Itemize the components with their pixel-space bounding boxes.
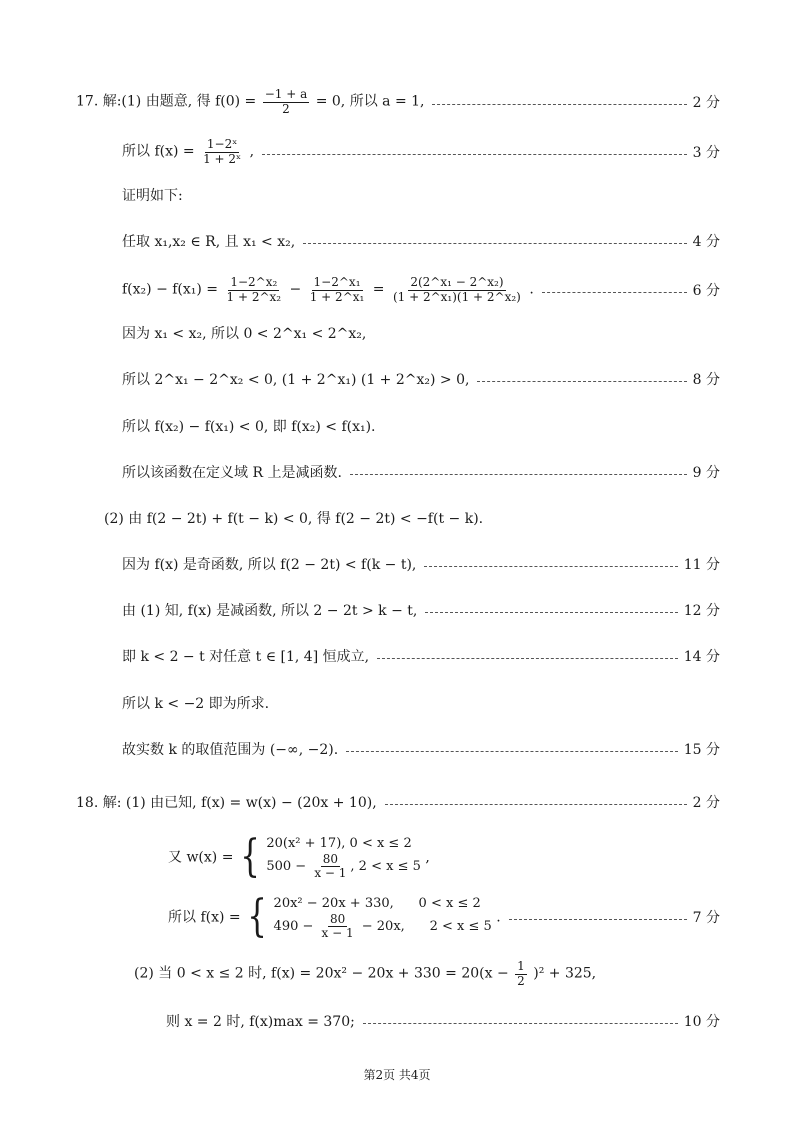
case-2-a: 490 − [273, 919, 318, 935]
p18-f-definition [0, 886, 794, 948]
p17-l10-text: (2) 由 f(2 − 2t) + f(t − k) < 0, 得 f(2 − 2t) < −f(t − k). [104, 511, 484, 527]
case-2-b: , 2 < x ≤ 5 [350, 859, 421, 875]
dash-leader [303, 243, 686, 244]
f-lead: 所以 f(x) = [168, 909, 246, 925]
p18-w-definition [0, 826, 794, 888]
p17-line-10 [0, 503, 794, 533]
page-footer: 第2页 共4页 [363, 1068, 431, 1082]
p17-line-6 [0, 318, 794, 348]
dash-leader [509, 919, 687, 920]
numerator: 80 [329, 912, 346, 927]
denominator: 1 + 2ˣ [203, 151, 242, 166]
p17-l13-text: 即 k < 2 − t 对任意 t ∈ [1, 4] 恒成立, [122, 649, 370, 665]
denominator: (1 + 2^x₁)(1 + 2^x₂) [392, 289, 521, 304]
numerator: 1−2ˣ [206, 137, 238, 152]
p17-l1-text: 17. 解:(1) 由题意, 得 f(0) = [76, 94, 261, 110]
p18-line-3 [0, 1006, 794, 1036]
score: 10 分 [683, 1014, 720, 1030]
denominator: x − 1 [314, 866, 347, 881]
numerator: 80 [322, 852, 339, 867]
p17-l5-b: − [289, 282, 306, 298]
p18-l2-text: (2) 当 0 < x ≤ 2 时, f(x) = 20x² − 20x + 330 = 20(x − [134, 966, 514, 982]
fraction [263, 88, 310, 115]
p17-l8-text: 所以 f(x₂) − f(x₁) < 0, 即 f(x₂) < f(x₁). [122, 419, 376, 435]
dash-leader [346, 751, 678, 752]
numerator: −1 + a [264, 87, 308, 102]
score: 8 分 [692, 372, 720, 388]
p18-l3-text: 则 x = 2 时, f(x)max = 370; [166, 1014, 355, 1030]
numerator: 1−2^x₂ [230, 275, 278, 290]
score: 14 分 [683, 649, 720, 665]
score: 2 分 [692, 95, 720, 111]
dash-leader [385, 804, 687, 805]
dash-leader [424, 566, 677, 567]
case-2 [274, 913, 492, 940]
p17-l5-rest: . [529, 282, 534, 298]
p17-l7-text: 所以 2^x₁ − 2^x₂ < 0, (1 + 2^x₁) (1 + 2^x₂) > 0, [122, 372, 470, 388]
case-1: 20x² − 20x + 330, 0 < x ≤ 2 [273, 895, 481, 911]
dash-leader [432, 104, 686, 105]
w-lead: 又 w(x) = [168, 849, 238, 865]
dash-leader [542, 292, 687, 293]
fraction [201, 138, 243, 165]
p18-l2-rest: )² + 325, [533, 966, 597, 982]
score: 4 分 [692, 234, 720, 250]
case-2-a: 500 − [266, 859, 311, 875]
numerator: 1−2^x₁ [313, 275, 361, 290]
fraction [320, 913, 356, 940]
dash-leader [262, 154, 687, 155]
p17-line-5 [0, 262, 794, 318]
score: 2 分 [692, 795, 720, 811]
p17-line-8 [0, 411, 794, 441]
score: 9 分 [692, 465, 720, 481]
p18-line-1 [0, 787, 794, 817]
p17-l5-a: f(x₂) − f(x₁) = [122, 282, 223, 298]
numerator: 2(2^x₁ − 2^x₂) [410, 275, 504, 290]
denominator: 2 [517, 973, 525, 988]
brace-icon: { [247, 891, 267, 942]
p18-l1-text: 18. 解: (1) 由已知, f(x) = w(x) − (20x + 10), [76, 795, 377, 811]
score: 15 分 [683, 742, 720, 758]
p17-l2-text: 所以 f(x) = [122, 144, 200, 160]
dash-leader [377, 658, 678, 659]
p17-l9-text: 所以该函数在定义域 R 上是减函数. [122, 465, 342, 481]
numerator: 1 [517, 959, 525, 974]
denominator: 1 + 2^x₂ [226, 289, 282, 304]
denominator: 1 + 2^x₁ [309, 289, 365, 304]
denominator: 2 [282, 101, 290, 116]
p17-l12-text: 由 (1) 知, f(x) 是减函数, 所以 2 − 2t > k − t, [122, 603, 418, 619]
p17-l11-text: 因为 f(x) 是奇函数, 所以 f(2 − 2t) < f(k − t), [122, 557, 417, 573]
denominator: x − 1 [321, 926, 354, 941]
p17-line-12 [0, 595, 794, 625]
w-tail: , [425, 849, 430, 865]
f-tail: . [496, 909, 501, 925]
dash-leader [363, 1023, 678, 1024]
score: 12 分 [683, 603, 720, 619]
fraction [515, 960, 527, 987]
p17-line-14 [0, 688, 794, 718]
p17-l6-text: 因为 x₁ < x₂, 所以 0 < 2^x₁ < 2^x₂, [122, 326, 367, 342]
p17-line-9 [0, 457, 794, 487]
brace-icon: { [240, 831, 260, 882]
p17-line-15 [0, 734, 794, 764]
piecewise-cases [266, 834, 421, 881]
p17-l15-text: 故实数 k 的取值范围为 (−∞, −2). [122, 742, 339, 758]
p17-l14-text: 所以 k < −2 即为所求. [122, 696, 270, 712]
case-2 [266, 853, 421, 880]
dash-leader [477, 381, 686, 382]
p17-line-13 [0, 641, 794, 671]
p17-line-4 [0, 226, 794, 256]
dash-leader [425, 612, 677, 613]
score: 11 分 [683, 557, 720, 573]
fraction [308, 276, 367, 303]
p17-line-11 [0, 549, 794, 579]
p17-l3-text: 证明如下: [122, 188, 183, 204]
p17-line-2 [0, 124, 794, 180]
score: 7 分 [692, 910, 720, 926]
fraction [225, 276, 284, 303]
p18-line-2 [0, 946, 794, 1002]
score: 6 分 [692, 283, 720, 299]
fraction [391, 276, 523, 303]
p17-line-3 [0, 180, 794, 210]
p17-l2-rest: , [249, 144, 255, 160]
p17-line-7 [0, 364, 794, 394]
piecewise-cases [274, 894, 492, 941]
case-2-b: − 20x, 2 < x ≤ 5 [357, 919, 492, 935]
p17-l4-text: 任取 x₁,x₂ ∈ R, 且 x₁ < x₂, [122, 234, 296, 250]
case-1: 20(x² + 17), 0 < x ≤ 2 [266, 835, 412, 851]
p17-l5-c: = [372, 282, 389, 298]
p17-line-1 [0, 74, 794, 130]
dash-leader [350, 474, 687, 475]
p17-l1-rest: = 0, 所以 a = 1, [315, 94, 425, 110]
fraction [312, 853, 348, 880]
score: 3 分 [692, 145, 720, 161]
